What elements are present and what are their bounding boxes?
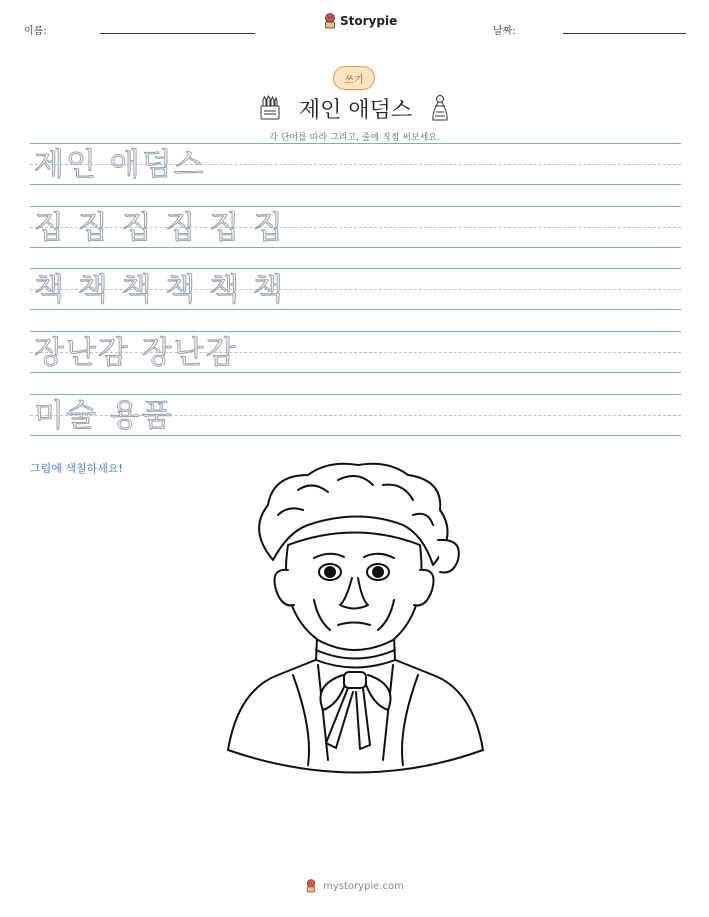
trace-word: 책 책 책 책 책 책 [34,272,285,308]
storypie-logo-icon [323,13,337,29]
writing-badge: 쓰기 [333,66,375,90]
trace-word: 장난감 장난감 [34,335,238,371]
instructions: 각 단어를 따라 그리고, 줄에 직접 써보세요. [269,133,440,143]
trace-row[interactable] [30,394,681,437]
name-label: 이름: [24,26,47,37]
date-label: 날짜: [493,26,516,37]
trace-word: 집 집 집 집 집 집 [34,210,285,246]
trace-row[interactable] [30,143,681,186]
coloring-portrait[interactable] [218,460,493,785]
storypie-logo-icon [305,879,317,893]
name-write-line[interactable] [100,33,255,34]
trace-word: 미술 용품 [34,398,174,434]
trace-word: 제인 애덤스 [34,147,206,183]
trace-row[interactable] [30,268,681,311]
page-title: 제인 애덤스 [298,97,413,123]
brand-name: Storypie [340,14,398,28]
title-row [0,91,709,125]
doll-icon [430,94,450,122]
trace-row[interactable] [30,331,681,374]
brand [323,13,397,29]
coloring-prompt: 그림에 색칠하세요! [30,462,123,475]
trace-row[interactable] [30,206,681,249]
footer [0,879,709,893]
date-write-line[interactable] [563,33,686,34]
footer-site[interactable]: mystorypie.com [323,880,404,892]
crayons-icon [259,95,281,121]
